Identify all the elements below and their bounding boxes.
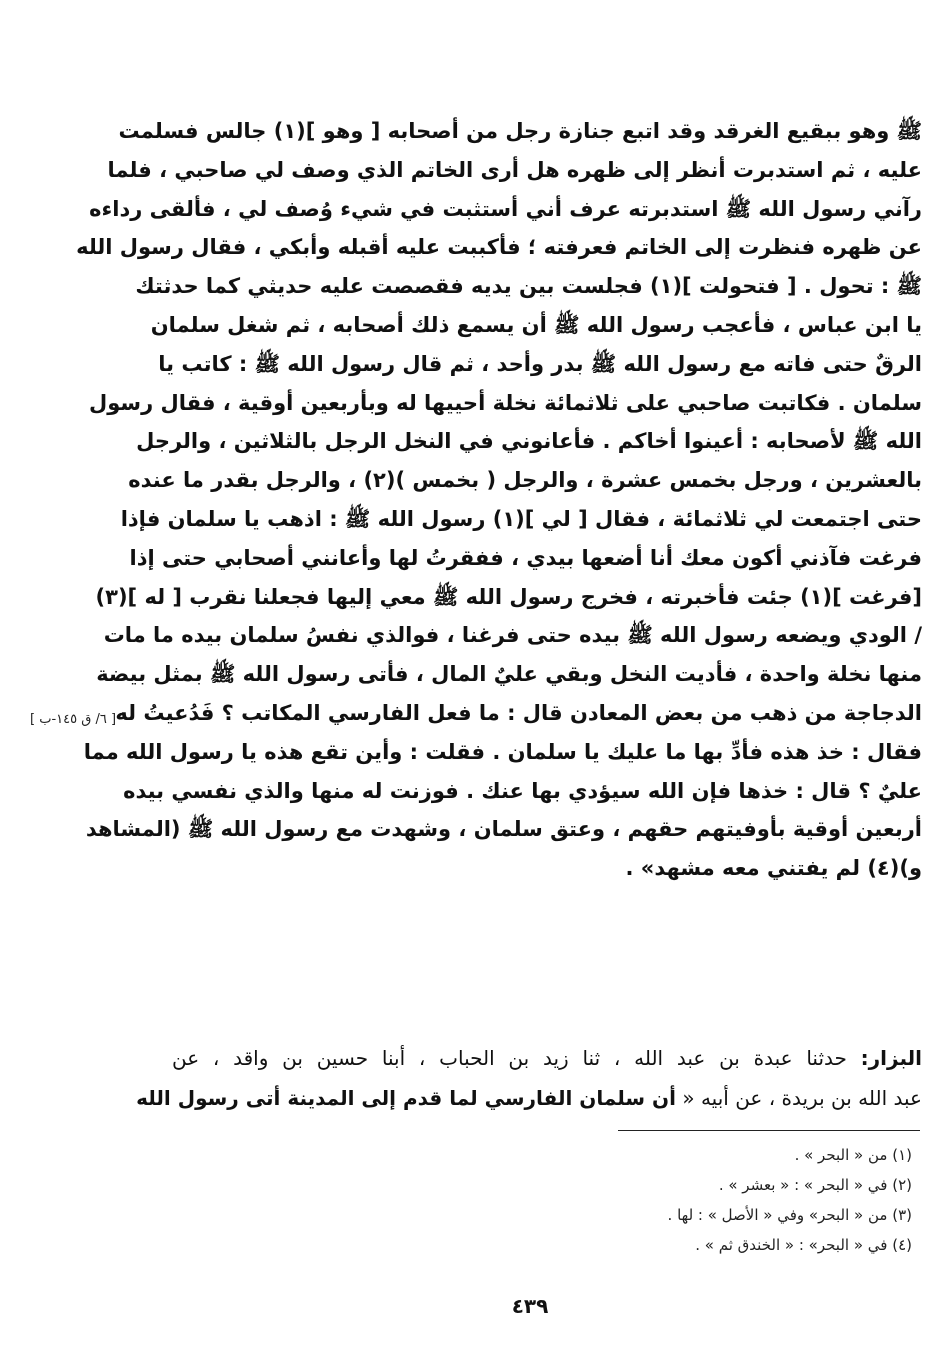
text-line: حتى اجتمعت لي ثلاثمائة ، فقال [ لي ](١) رسول الله ﷺ : اذهب يا سلمان فإذا — [120, 506, 922, 531]
text-line: أربعين أوقية بأوفيتهم حقهم ، وعتق سلمان ، وشهدت مع رسول الله ﷺ (المشاهد — [85, 817, 922, 842]
text-line: ﷺ : تحول . [ فتحولت ](١) فجلست بين يديه فقصصت عليه حديثي كما حدثتك — [135, 274, 922, 299]
source-label: البزار: — [860, 1046, 922, 1070]
footnote: (٤) في « البحر» : « الخندق ثم » . — [695, 1236, 912, 1254]
isnad-text: حدثنا عبدة بن عبد الله ، ثنا زيد بن الحباب ، أبنا حسين بن واقد ، عن — [172, 1046, 861, 1070]
page-number: ٤٣٩ — [511, 1294, 549, 1318]
text-line: و)(٤) لم يفتني معه مشهد» . — [625, 856, 922, 881]
second-paragraph — [136, 1038, 922, 1118]
footnote: (١) من « البحر » . — [794, 1146, 912, 1164]
footnotes — [400, 1140, 912, 1260]
text-line: عن ظهره فنظرت إلى الخاتم فعرفته ؛ فأكببت عليه أقبله وأبكي ، فقال رسول الله — [76, 235, 922, 260]
text-line: عليه ، ثم استدبرت أنظر إلى ظهره هل أرى الخاتم الذي وصف لي صاحبي ، فلما — [107, 157, 922, 182]
footnote: (٢) في « البحر » : « بعشر » . — [718, 1176, 912, 1194]
main-text-block — [76, 112, 922, 888]
isnad-text: عبد الله بن بريدة ، عن أبيه « — [676, 1086, 922, 1110]
text-line: [فرغت ](١) جئت فأخبرته ، فخرج رسول الله ﷺ معي إليها فجعلنا نقرب [ له ](٣) — [95, 584, 922, 609]
manuscript-folio-reference: [ ٦/ ق ١٤٥-ب ] — [30, 712, 117, 727]
text-line: الدجاجة من ذهب من بعض المعادن قال : ما فعل الفارسي المكاتب ؟ فَدُعيتُ له — [115, 700, 922, 725]
text-line: الرقٌ حتى فاته مع رسول الله ﷺ بدر وأحد ، ثم قال رسول الله ﷺ : كاتب يا — [158, 351, 922, 376]
text-line: ﷺ وهو ببقيع الغرقد وقد اتبع جنازة رجل من أصحابه [ وهو ](١) جالس فسلمت — [118, 119, 922, 143]
text-line: منها نخلة واحدة ، فأديت النخل وبقي عليٌ المال ، فأتى رسول الله ﷺ بمثل بيضة — [96, 662, 922, 687]
text-line: سلمان . فكاتبت صاحبي على ثلاثمائة نخلة أحييها له وبأربعين أوقية ، فقال رسول — [89, 390, 922, 415]
text-line: بالعشرين ، ورجل بخمس عشرة ، والرجل ( بخمس )(٢) ، والرجل بقدر ما عنده — [128, 468, 922, 493]
text-line — [136, 1078, 922, 1118]
text-line — [172, 1038, 922, 1078]
text-line: فرغت فآذني أكون معك أنا أضعها بيدي ، ففقرتُ لها وأعانني أصحابي حتى إذا — [129, 545, 922, 570]
hadith-text: أن سلمان الفارسي لما قدم إلى المدينة أتى رسول الله — [136, 1086, 676, 1110]
text-line: رآني رسول الله ﷺ استدبرته عرف أني أستثبت في شيء وُصف لي ، فألقى رداءه — [89, 196, 922, 221]
text-line: يا ابن عباس ، فأعجب رسول الله ﷺ أن يسمع ذلك أصحابه ، ثم شغل سلمان — [150, 312, 922, 337]
text-line: / الودي ويضعه رسول الله ﷺ بيده حتى فرغنا ، فوالذي نفسُ سلمان بيده ما مات — [103, 623, 922, 648]
text-line: فقال : خذ هذه فأدِّ بها ما عليك يا سلمان . فقلت : وأين تقع هذه يا رسول الله مما — [83, 739, 922, 764]
text-line: الله ﷺ لأصحابه : أعينوا أخاكم . فأعانوني في النخل الرجل بالثلاثين ، والرجل — [136, 429, 922, 454]
text-line: عليٌ ؟ قال : خذها فإن الله سيؤدي بها عنك . فوزنت له منها والذي نفسي بيده — [123, 778, 922, 803]
footnote-divider — [618, 1130, 920, 1131]
footnote: (٣) من « البحر» وفي « الأصل » : لها . — [667, 1206, 912, 1224]
